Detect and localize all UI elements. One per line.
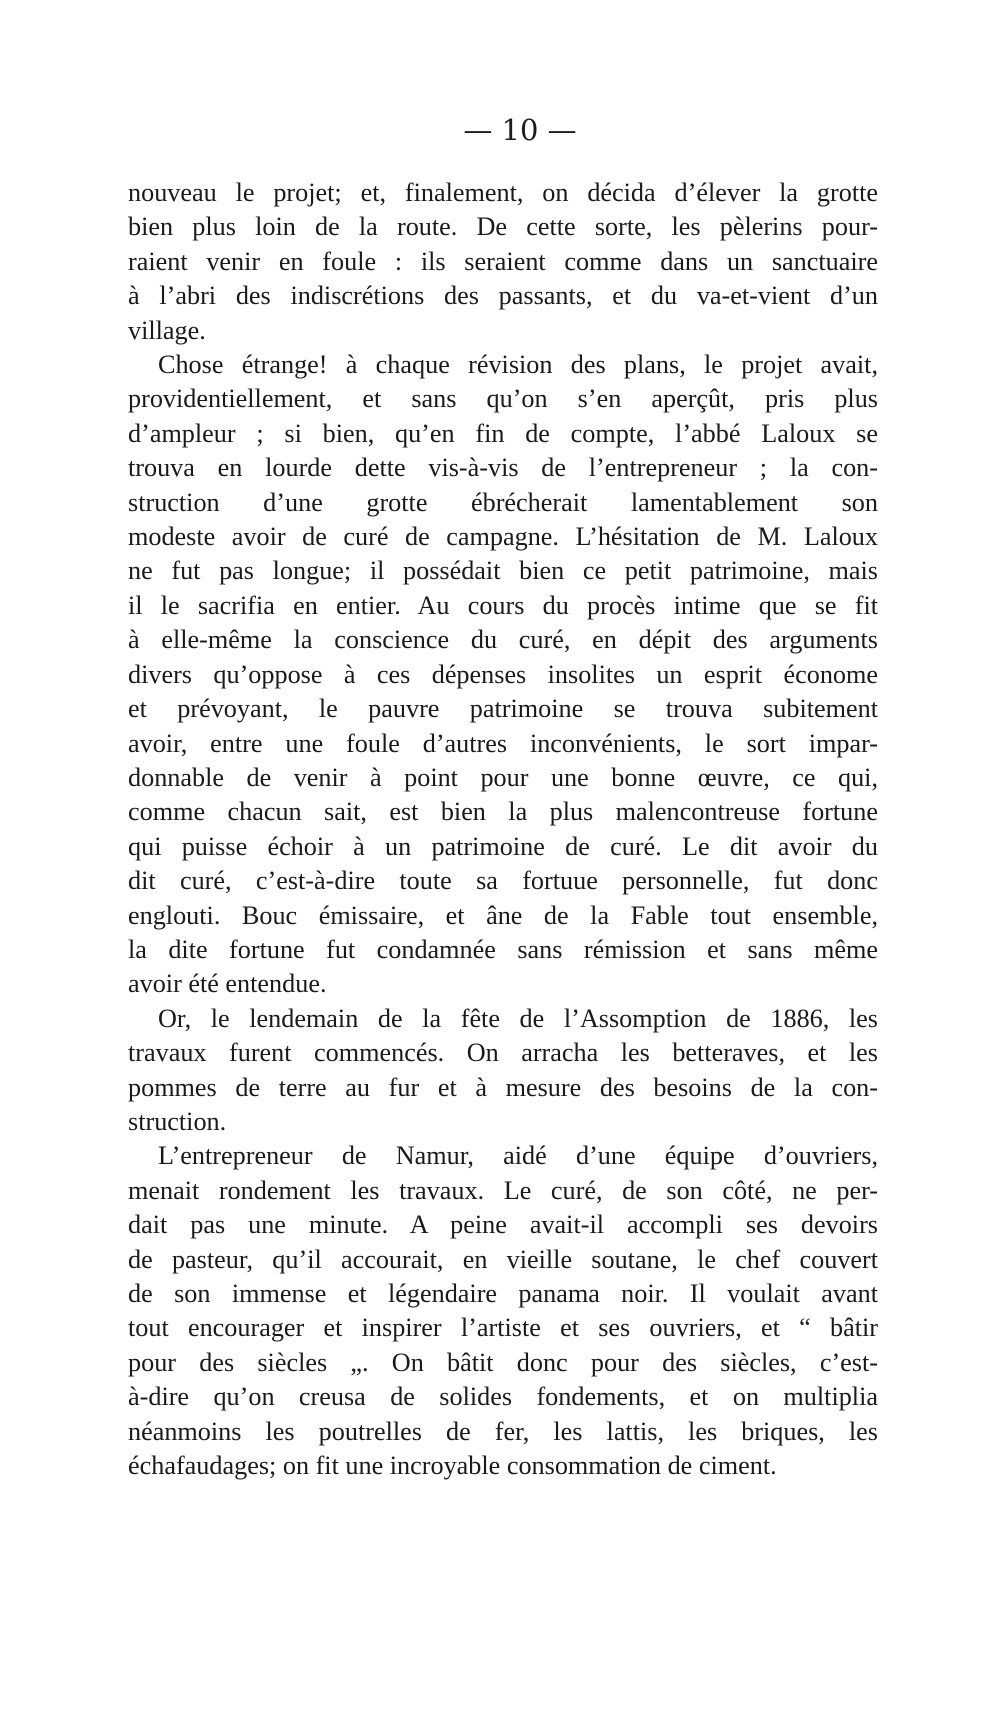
text-line: village.	[128, 315, 206, 345]
text-line: pommes de terre au fur et à mesure des besoins de la con-	[128, 1072, 878, 1102]
text-line: providentiellement, et sans qu’on s’en aperçût, pris plus	[128, 384, 878, 414]
text-line: menait rondement les travaux. Le curé, de son côté, ne per-	[128, 1175, 878, 1205]
text-line: raient venir en foule : ils seraient comme dans un sanctuaire	[128, 246, 878, 276]
text-line: et prévoyant, le pauvre patrimoine se trouva subitement	[128, 694, 878, 724]
text-line: néanmoins les poutrelles de fer, les lattis, les briques, les	[128, 1416, 878, 1446]
text-line: Or, le lendemain de la fête de l’Assomption de 1886, les	[158, 1003, 878, 1033]
paragraph	[128, 348, 878, 1002]
text-line: bien plus loin de la route. De cette sorte, les pèlerins pour-	[128, 212, 878, 242]
text-line: nouveau le projet; et, finalement, on décida d’élever la grotte	[128, 178, 878, 207]
text-line: trouva en lourde dette vis-à-vis de l’entrepreneur ; la con-	[128, 453, 878, 483]
text-line: struction.	[128, 1106, 227, 1136]
text-line: L’entrepreneur de Namur, aidé d’une équipe d’ouvriers,	[158, 1141, 878, 1171]
text-line: il le sacrifia en entier. Au cours du procès intime que se fit	[128, 590, 878, 620]
body-text	[128, 176, 878, 1483]
text-line: pour des siècles „. On bâtit donc pour des siècles, c’est-	[128, 1347, 878, 1377]
page-number: — 10 —	[463, 113, 577, 147]
paragraph	[128, 1139, 878, 1483]
paragraph	[128, 1002, 878, 1140]
text-line: de son immense et légendaire panama noir. Il voulait avant	[128, 1279, 878, 1308]
text-line: à elle-même la conscience du curé, en dépit des arguments	[128, 625, 878, 655]
paragraph	[128, 176, 878, 348]
text-line: ne fut pas longue; il possédait bien ce petit patrimoine, mais	[128, 556, 878, 586]
text-line: à l’abri des indiscrétions des passants, et du va-et-vient d’un	[128, 281, 878, 311]
text-line: comme chacun sait, est bien la plus malencontreuse fortune	[128, 797, 878, 827]
text-line: avoir, entre une foule d’autres inconvénients, le sort impar-	[128, 728, 878, 758]
text-line: modeste avoir de curé de campagne. L’hésitation de M. Laloux	[128, 522, 878, 552]
text-line: dait pas une minute. A peine avait-il accompli ses devoirs	[128, 1210, 878, 1240]
text-line: dit curé, c’est-à-dire toute sa fortuue personnelle, fut donc	[128, 866, 878, 896]
text-line: la dite fortune fut condamnée sans rémission et sans même	[128, 934, 878, 964]
text-line: struction d’une grotte ébrécherait lamentablement son	[128, 487, 878, 517]
text-line: qui puisse échoir à un patrimoine de curé. Le dit avoir du	[128, 831, 878, 861]
text-line: travaux furent commencés. On arracha les betteraves, et les	[128, 1038, 878, 1068]
text-line: avoir été entendue.	[128, 969, 327, 999]
text-line: de pasteur, qu’il accourait, en vieille soutane, le chef couvert	[128, 1244, 878, 1274]
text-line: d’ampleur ; si bien, qu’en fin de compte, l’abbé Laloux se	[128, 418, 878, 448]
text-line: divers qu’oppose à ces dépenses insolites un esprit économe	[128, 659, 878, 689]
text-line: englouti. Bouc émissaire, et âne de la Fable tout ensemble,	[128, 900, 878, 930]
text-line: tout encourager et inspirer l’artiste et ses ouvriers, et “ bâtir	[128, 1313, 878, 1343]
text-line: à-dire qu’on creusa de solides fondements, et on multiplia	[128, 1382, 878, 1412]
text-line: échafaudages; on fit une incroyable consommation de ciment.	[128, 1451, 777, 1481]
text-line: Chose étrange! à chaque révision des plans, le projet avait,	[158, 350, 878, 380]
text-line: donnable de venir à point pour une bonne œuvre, ce qui,	[128, 762, 878, 792]
